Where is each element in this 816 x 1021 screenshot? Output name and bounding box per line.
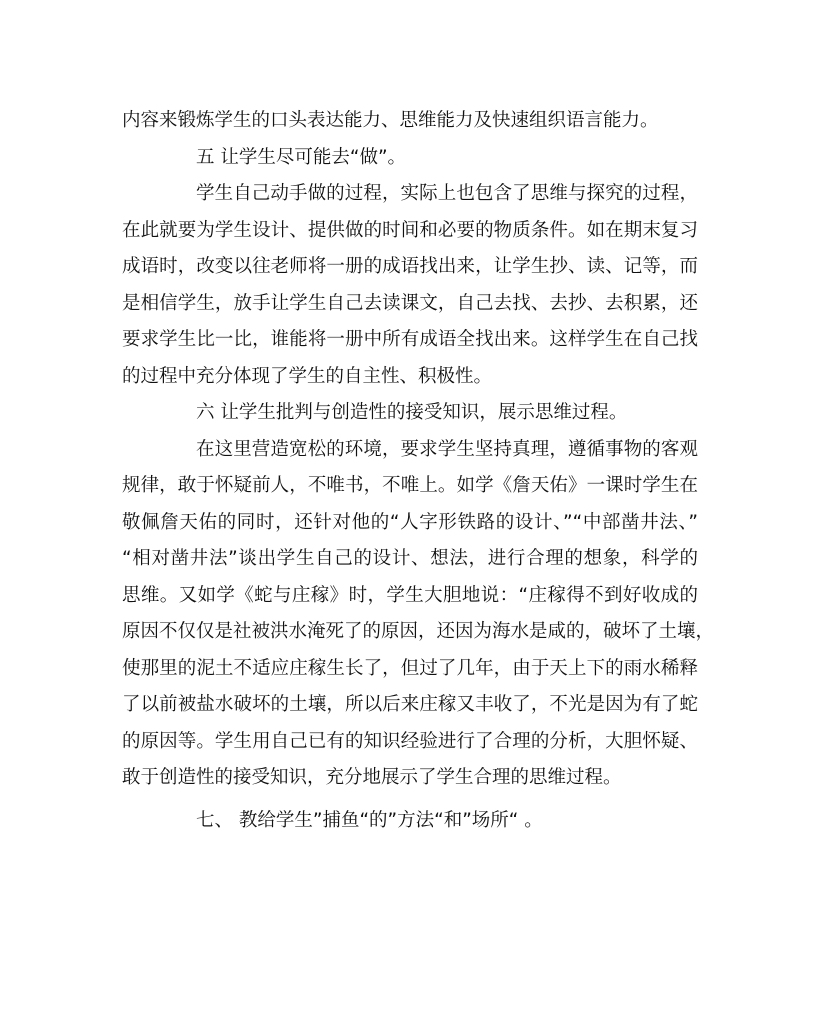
text-line: 内容来锻炼学生的口头表达能力、思维能力及快速组织语言能力。: [122, 110, 659, 131]
paragraph-line: 在此就要为学生设计、提供做的时间和必要的物质条件。如在期末复习: [122, 219, 698, 241]
paragraph-line: 规律，敢于怀疑前人，不唯书，不唯上。如学《詹天佑》一课时学生在: [122, 475, 698, 496]
paragraph-line: 要求学生比一比，谁能将一册中所有成语全找出来。这样学生在自己找: [122, 329, 698, 350]
paragraph-line: 了以前被盐水破坏的土壤，所以后来庄稼又丰收了，不光是因为有了蛇: [122, 694, 698, 715]
section-heading-five: 五 让学生尽可能去“做”。: [196, 146, 407, 168]
document-body: [122, 103, 715, 839]
paragraph-line: 敬佩詹天佑的同时，还针对他的“人字形铁路的设计、”“中部凿井法、”: [122, 511, 698, 533]
paragraph-line: “相对凿井法”谈出学生自己的设计、想法，进行合理的想象，科学的: [122, 548, 698, 569]
paragraph-line: 思维。又如学《蛇与庄稼》时，学生大胆地说：“庄稼得不到好收成的: [122, 584, 698, 606]
paragraph-line: 学生自己动手做的过程，实际上也包含了思维与探究的过程，: [196, 183, 698, 204]
paragraph-line: 使那里的泥土不适应庄稼生长了，但过了几年，由于天上下的雨水稀释: [122, 657, 698, 679]
paragraph-line: 原因不仅仅是社被洪水淹死了的原因，还因为海水是咸的，破坏了土壤，: [122, 621, 715, 642]
paragraph-line: 的过程中充分体现了学生的自主性、积极性。: [122, 365, 493, 387]
paragraph-line: 成语时，改变以往老师将一册的成语找出来，让学生抄、读、记等，而: [122, 256, 698, 277]
paragraph-line: 在这里营造宽松的环境，要求学生坚持真理，遵循事物的客观: [196, 438, 698, 460]
section-heading-seven: 七、 教给学生”捕鱼“的”方法“和”场所“ 。: [196, 809, 543, 831]
paragraph-line: 敢于创造性的接受知识，充分地展示了学生合理的思维过程。: [122, 767, 622, 788]
section-heading-six: 六 让学生批判与创造性的接受知识，展示思维过程。: [196, 402, 628, 423]
paragraph-line: 的原因等。学生用自己已有的知识经验进行了合理的分析，大胆怀疑、: [122, 730, 698, 752]
paragraph-line: 是相信学生，放手让学生自己去读课文，自己去找、去抄、去积累，还: [122, 292, 698, 314]
